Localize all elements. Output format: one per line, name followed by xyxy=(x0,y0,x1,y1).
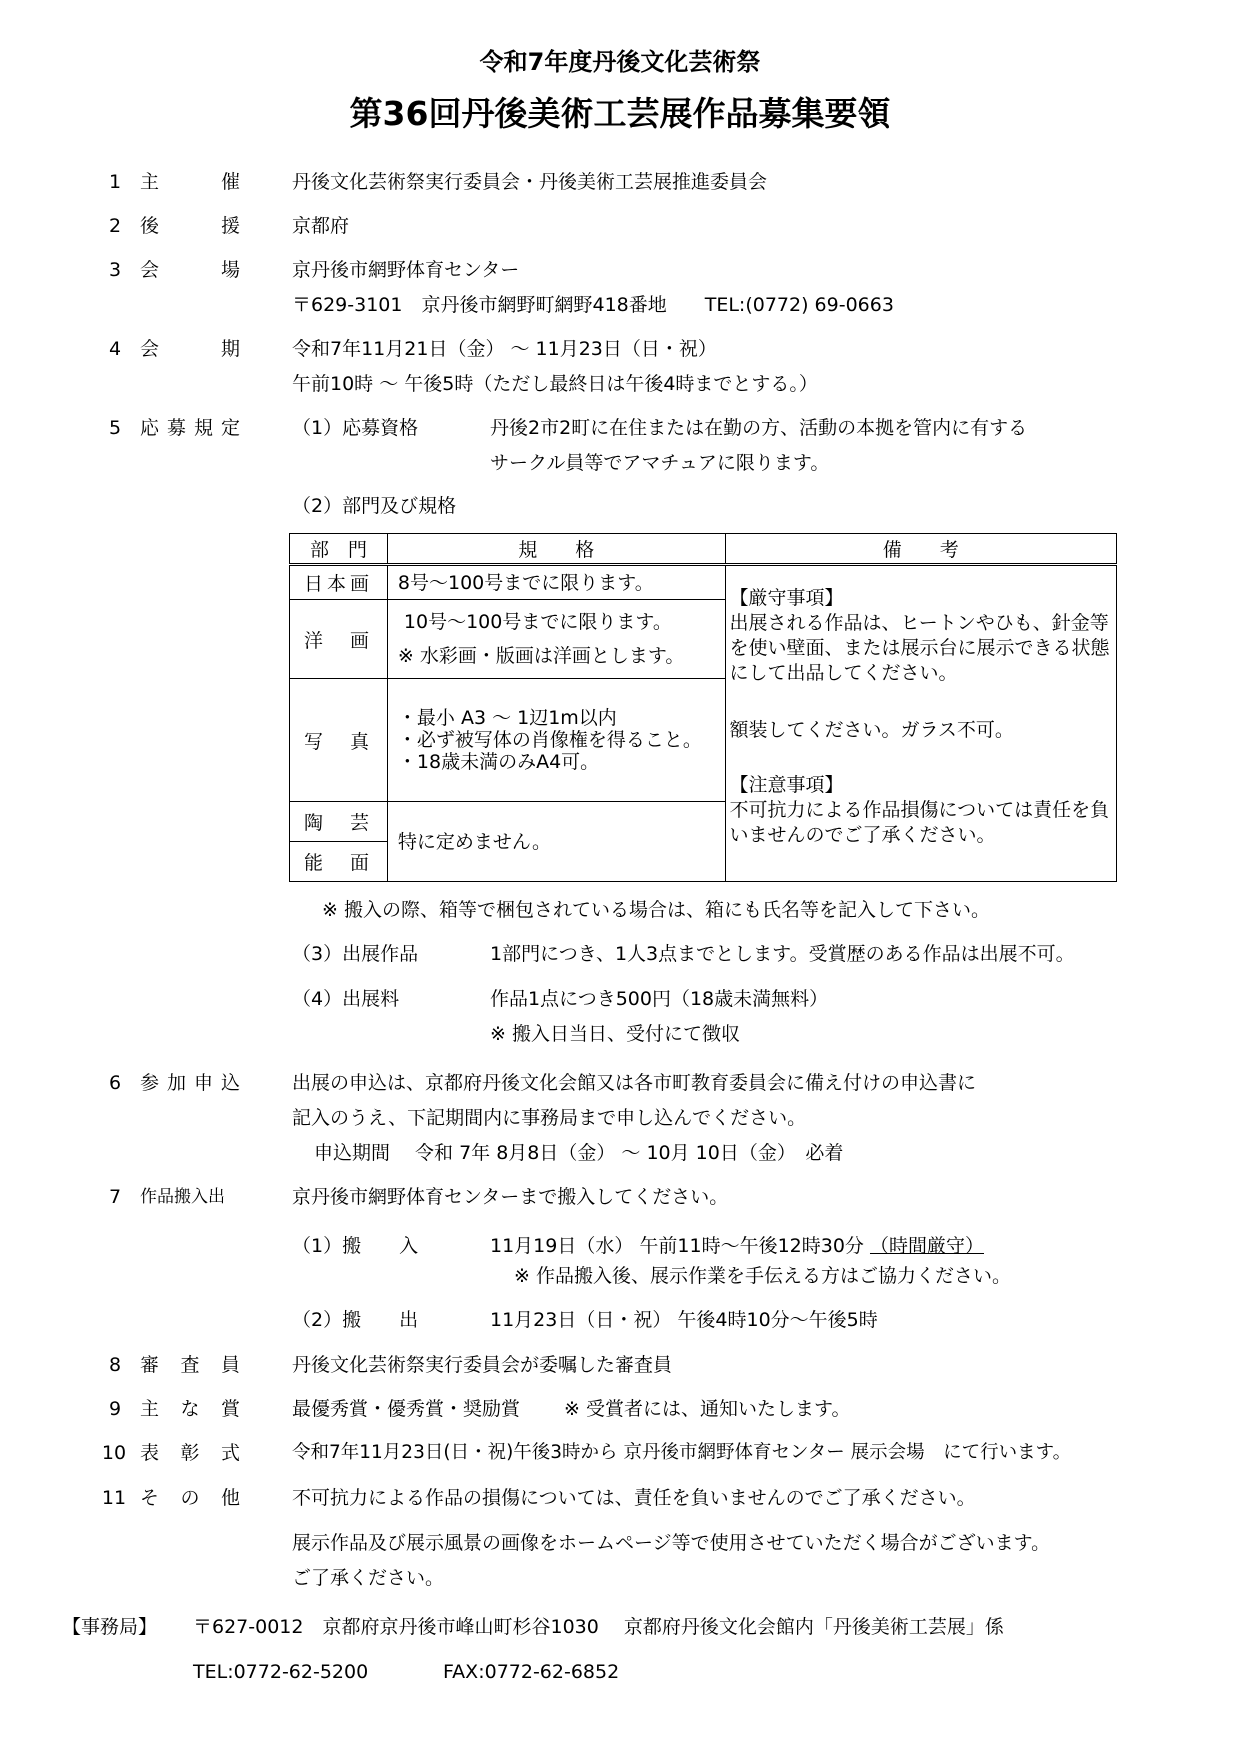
table-header-spec: 規 格 xyxy=(387,534,725,565)
department-spec-table xyxy=(289,533,1117,882)
spec-yoga-note: ※ 水彩画・版画は洋画とします。 xyxy=(397,645,685,667)
spec-shashin-minor: ・18歳未満のみA4可。 xyxy=(397,751,600,773)
section-1-label: 主 催 xyxy=(140,171,240,193)
table-footnote: ※ 搬入の際、箱等で梱包されている場合は、箱にも氏名等を記入して下さい。 xyxy=(322,899,990,921)
table-header-row xyxy=(290,534,1117,565)
section-11-line2: 展示作品及び展示風景の画像をホームページ等で使用させていただく場合がございます。 xyxy=(292,1532,1051,1554)
section-4-number: 4 xyxy=(108,338,122,360)
notes-heading-strict: 【厳守事項】 xyxy=(729,587,844,609)
section-7-r2-label: （2）搬 出 xyxy=(292,1309,419,1331)
section-8-label: 審 査 員 xyxy=(140,1354,240,1376)
spec-yoga-size: 10号～100号までに限ります。 xyxy=(403,611,672,633)
section-4-hours: 午前10時 ～ 午後5時（ただし最終日は午後4時までとする。） xyxy=(292,373,818,395)
spec-nihonga: 8号～100号までに限ります。 xyxy=(387,565,725,600)
section-7-r1-line xyxy=(490,1234,984,1258)
section-5-r4-line2: ※ 搬入日当日、受付にて徴収 xyxy=(490,1023,740,1045)
section-7-number: 7 xyxy=(108,1186,122,1208)
spec-shashin-rights: ・必ず被写体の肖像権を得ること。 xyxy=(397,729,702,751)
section-6-period: 申込期間 令和 7年 8月8日（金） ～ 10月 10日（金） 必着 xyxy=(314,1142,844,1164)
section-1-text: 丹後文化芸術祭実行委員会・丹後美術工芸展推進委員会 xyxy=(292,171,768,193)
notes-caution-text: 不可抗力による作品損傷については責任を負いませんのでご了承ください。 xyxy=(729,799,1110,846)
spec-shashin-size: ・最小 A3 ～ 1辺1m以内 xyxy=(397,707,617,729)
section-7-r1-text: 11月19日（水） 午前11時～午後12時30分 xyxy=(490,1235,864,1257)
section-5-number: 5 xyxy=(108,417,122,439)
page-title: 第36回丹後美術工芸展作品募集要領 xyxy=(349,94,891,133)
section-8-text: 丹後文化芸術祭実行委員会が委嘱した審査員 xyxy=(292,1354,673,1376)
notes-strict-text: 出展される作品は、ヒートンやひも、針金等を使い壁面、または展示台に展示できる状態にして出品してください。 xyxy=(729,612,1110,684)
dept-nomen: 能 面 xyxy=(290,842,388,882)
section-10-number: 10 xyxy=(101,1442,127,1464)
section-11-number: 11 xyxy=(101,1487,127,1509)
section-5-label: 応募規定 xyxy=(140,417,240,439)
section-3-venue: 京丹後市網野体育センター xyxy=(292,259,520,281)
section-5-r2-label: （2）部門及び規格 xyxy=(292,495,457,517)
dept-nihonga: 日本画 xyxy=(290,565,388,600)
notes-frame-text: 額装してください。ガラス不可。 xyxy=(729,719,1014,741)
notes-heading-caution: 【注意事項】 xyxy=(729,774,844,796)
section-11-label: そ の 他 xyxy=(140,1487,240,1509)
section-6-number: 6 xyxy=(108,1072,122,1094)
section-9-number: 9 xyxy=(108,1398,122,1420)
table-notes-cell xyxy=(725,565,1117,882)
spec-yoga-cell xyxy=(387,600,725,679)
section-7-r1-emphasis: （時間厳守） xyxy=(869,1235,984,1257)
subtitle: 令和7年度丹後文化芸術祭 xyxy=(479,48,761,76)
table-header-department: 部 門 xyxy=(290,534,388,565)
office-address: 〒627-0012 京都府京丹後市峰山町杉谷1030 京都府丹後文化会館内「丹後美術工芸展」係 xyxy=(193,1616,1004,1638)
section-7-r1-label: （1）搬 入 xyxy=(292,1235,419,1257)
section-7-r1-note: ※ 作品搬入後、展示作業を手伝える方はご協力ください。 xyxy=(514,1265,1011,1287)
table-row xyxy=(290,565,1117,600)
section-10-label: 表 彰 式 xyxy=(140,1442,240,1464)
section-4-dates: 令和7年11月21日（金） ～ 11月23日（日・祝） xyxy=(292,338,717,360)
section-5-r3-label: （3）出展作品 xyxy=(292,943,419,965)
office-label: 【事務局】 xyxy=(62,1616,158,1638)
section-11-line1: 不可抗力による作品の損傷については、責任を負いませんのでご了承ください。 xyxy=(292,1487,976,1509)
office-tel: TEL:0772-62-5200 xyxy=(193,1661,369,1683)
office-fax: FAX:0772-62-6852 xyxy=(443,1661,620,1683)
section-6-label: 参加申込 xyxy=(140,1072,240,1094)
section-9-text: 最優秀賞・優秀賞・奨励賞 ※ 受賞者には、通知いたします。 xyxy=(292,1398,851,1420)
section-5-r1-label: （1）応募資格 xyxy=(292,417,419,439)
section-1-number: 1 xyxy=(108,171,122,193)
section-3-label: 会 場 xyxy=(140,259,240,281)
dept-yoga: 洋 画 xyxy=(290,600,388,679)
section-8-number: 8 xyxy=(108,1354,122,1376)
section-6-line1: 出展の申込は、京都府丹後文化会館又は各市町教育委員会に備え付けの申込書に xyxy=(292,1072,977,1094)
spec-togei-nomen: 特に定めません。 xyxy=(387,802,725,882)
section-4-label: 会 期 xyxy=(140,338,240,360)
dept-shashin: 写 真 xyxy=(290,679,388,802)
section-5-r1-line1: 丹後2市2町に在住または在勤の方、活動の本拠を管内に有する xyxy=(490,417,1028,439)
section-5-r1-line2: サークル員等でアマチュアに限ります。 xyxy=(490,452,830,474)
section-5-r4-line1: 作品1点につき500円（18歳未満無料） xyxy=(490,988,829,1010)
section-7-r2-text: 11月23日（日・祝） 午後4時10分～午後5時 xyxy=(490,1309,878,1331)
section-5-r3-text: 1部門につき、1人3点までとします。受賞歴のある作品は出展不可。 xyxy=(490,943,1075,965)
section-6-line2: 記入のうえ、下記期間内に事務局まで申し込んでください。 xyxy=(292,1107,807,1129)
section-2-label: 後 援 xyxy=(140,215,240,237)
spec-shashin-cell xyxy=(387,679,725,802)
section-2-text: 京都府 xyxy=(292,215,350,237)
section-5-r4-label: （4）出展料 xyxy=(292,988,400,1010)
section-2-number: 2 xyxy=(108,215,122,237)
section-3-number: 3 xyxy=(108,259,122,281)
table-header-notes: 備 考 xyxy=(725,534,1117,565)
section-3-address: 〒629-3101 京丹後市網野町網野418番地 TEL:(0772) 69-0663 xyxy=(292,294,894,316)
dept-togei: 陶 芸 xyxy=(290,802,388,842)
section-7-text: 京丹後市網野体育センターまで搬入してください。 xyxy=(292,1186,729,1208)
section-9-label: 主 な 賞 xyxy=(140,1398,240,1420)
section-7-label: 作品搬入出 xyxy=(140,1187,225,1207)
section-10-text: 令和7年11月23日(日・祝)午後3時から 京丹後市網野体育センター 展示会場 にて行います。 xyxy=(292,1442,1072,1463)
section-11-line3: ご了承ください。 xyxy=(292,1567,445,1589)
